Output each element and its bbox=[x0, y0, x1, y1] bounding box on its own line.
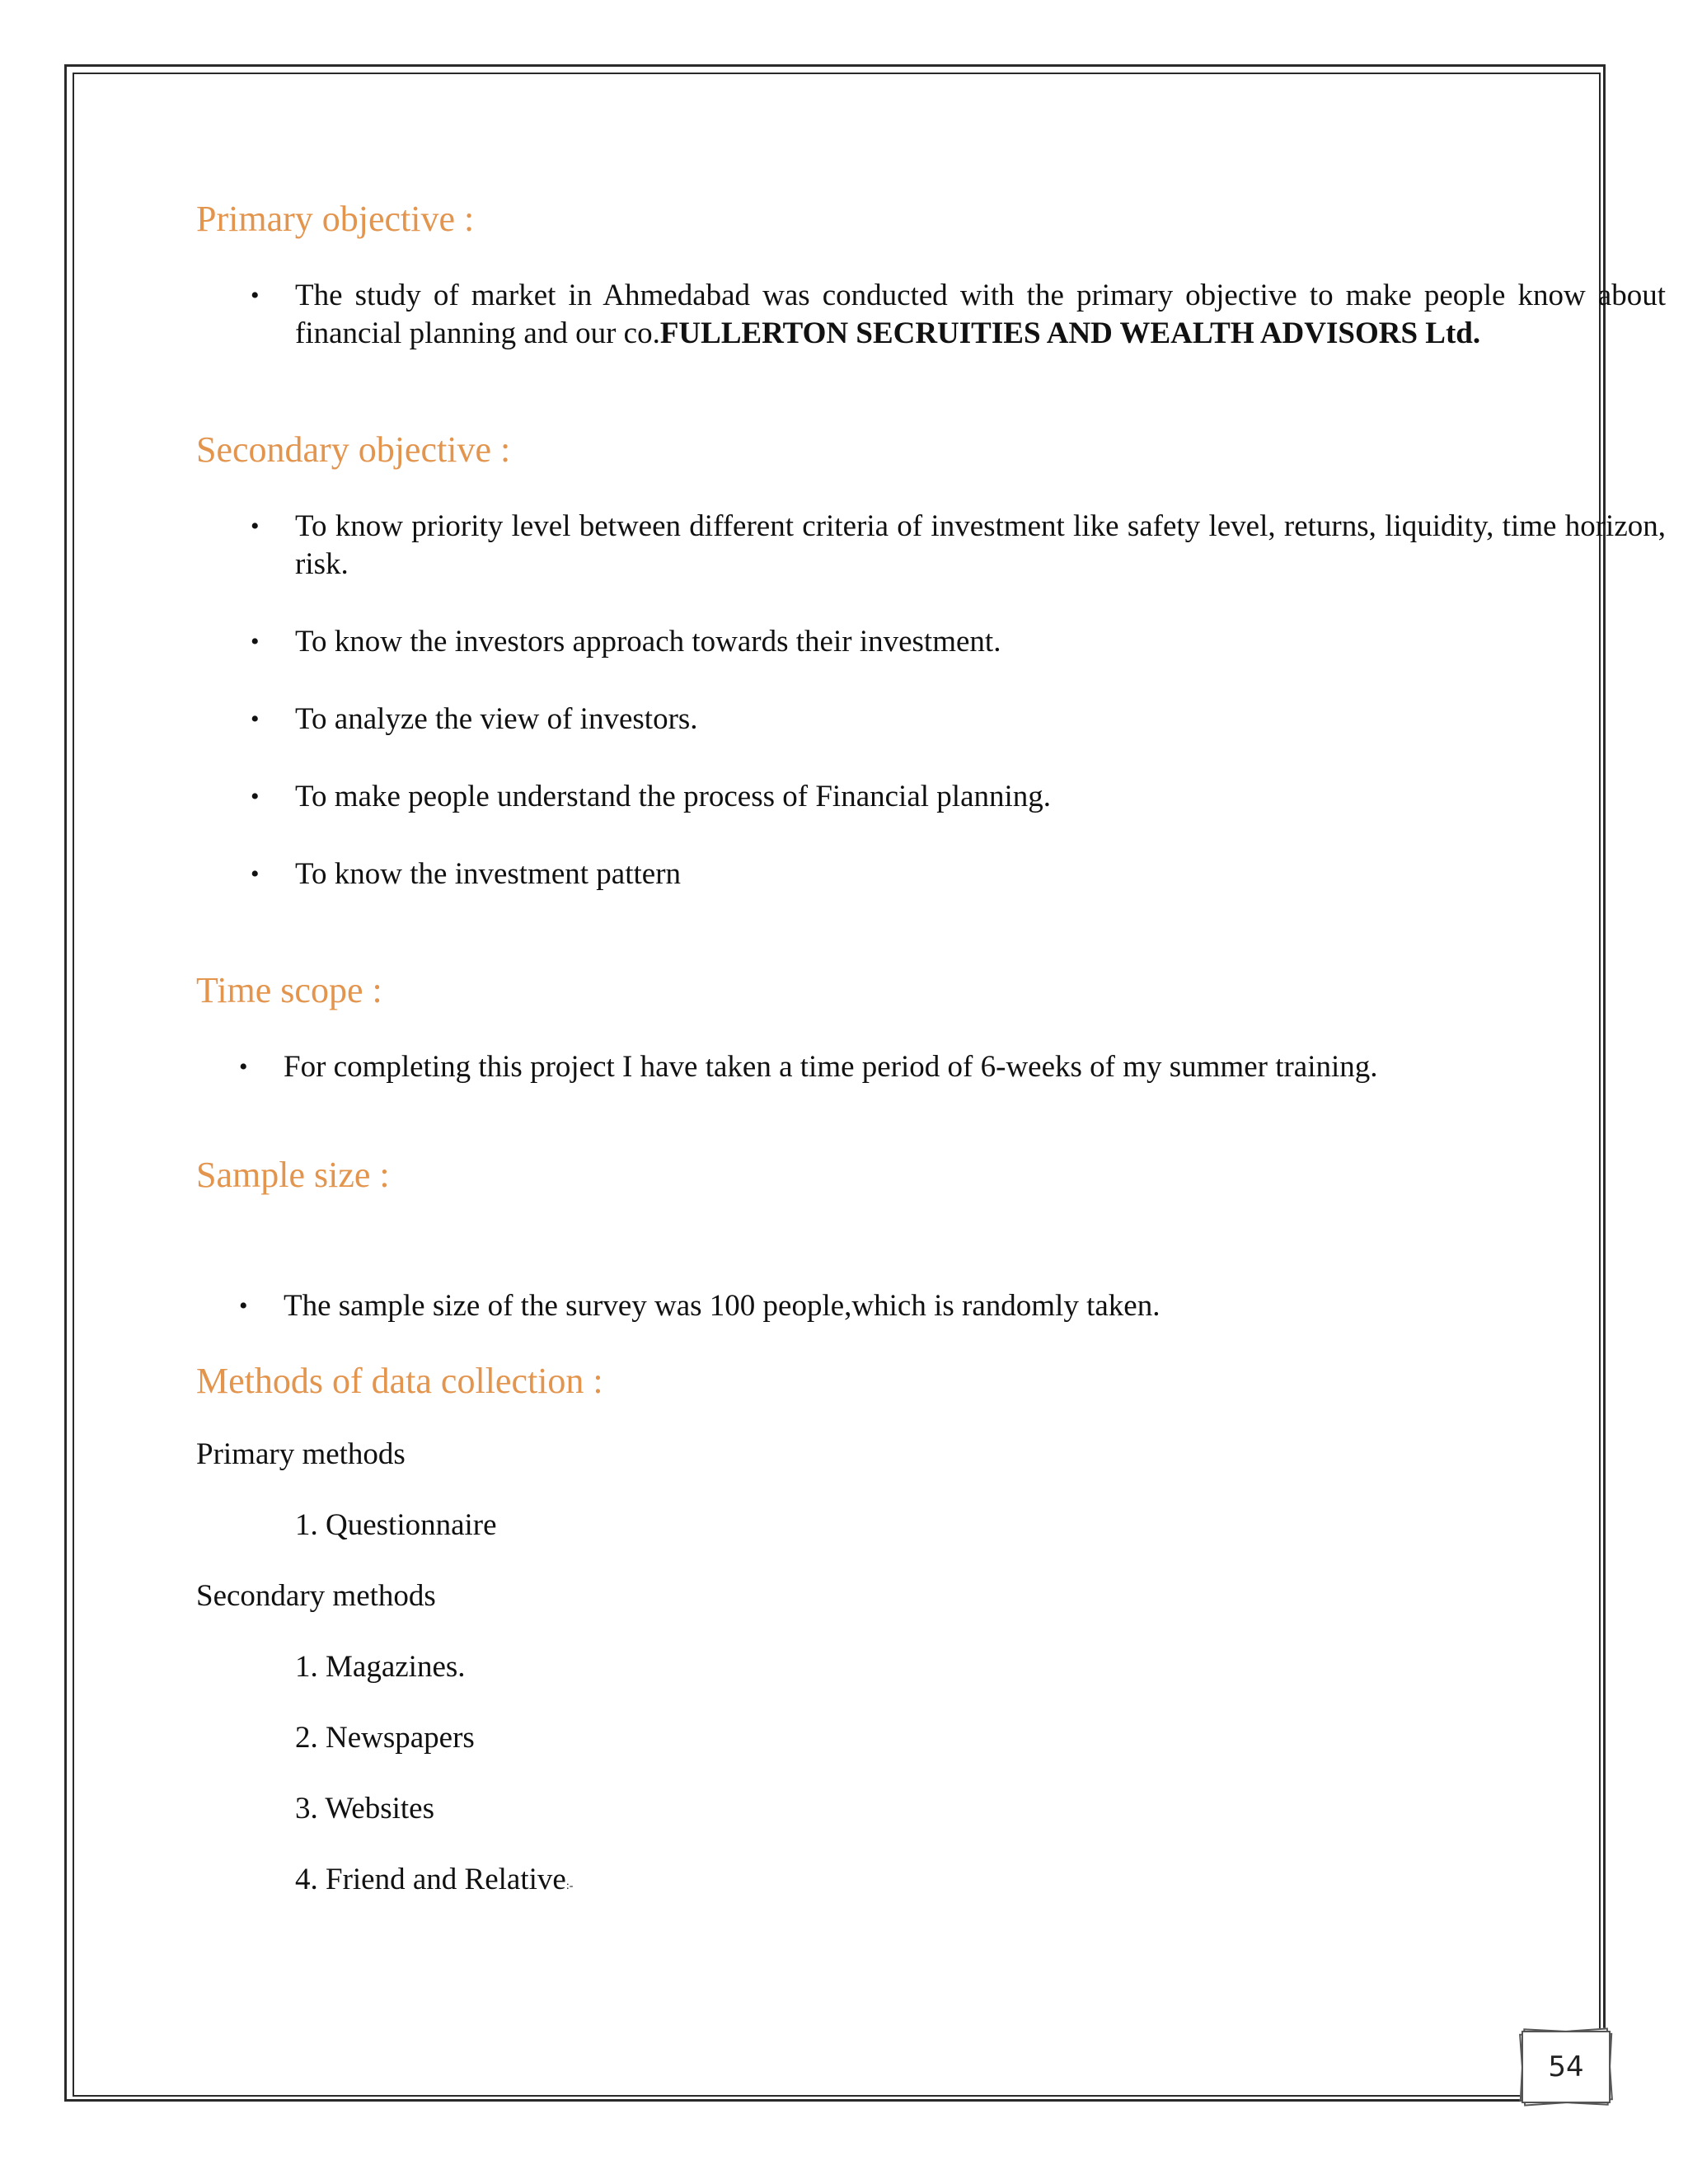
secondary-method-item: 2. Newspapers bbox=[295, 1721, 475, 1755]
page-number-box bbox=[1517, 2026, 1620, 2111]
bullet-icon: • bbox=[239, 1053, 248, 1080]
methods-heading: Methods of data collection : bbox=[196, 1361, 603, 1401]
secondary-methods-label: Secondary methods bbox=[196, 1579, 436, 1613]
bullet-icon: • bbox=[251, 282, 260, 309]
secondary-objective-text: To analyze the view of investors. bbox=[295, 702, 698, 736]
bullet-icon: • bbox=[251, 860, 260, 888]
secondary-objective-bullet bbox=[251, 855, 1666, 893]
secondary-objective-bullet bbox=[251, 778, 1666, 816]
secondary-method-item: 1. Magazines. bbox=[295, 1650, 466, 1684]
secondary-method-item: 3. Websites bbox=[295, 1792, 434, 1825]
trailing-mark: :- bbox=[565, 1880, 574, 1892]
sample-size-heading: Sample size : bbox=[196, 1155, 390, 1195]
secondary-objective-heading: Secondary objective : bbox=[196, 429, 511, 470]
secondary-method-item bbox=[295, 1861, 573, 1905]
secondary-objective-bullet bbox=[251, 508, 1666, 583]
secondary-method-item-text: 4. Friend and Relative bbox=[295, 1863, 566, 1896]
bullet-icon: • bbox=[251, 783, 260, 810]
primary-objective-bullet bbox=[251, 277, 1666, 353]
secondary-objective-bullet bbox=[251, 623, 1666, 661]
bullet-icon: • bbox=[251, 628, 260, 655]
bullet-icon: • bbox=[251, 513, 260, 540]
primary-methods-label: Primary methods bbox=[196, 1437, 406, 1471]
secondary-objective-text: To know the investment pattern bbox=[295, 857, 682, 891]
bullet-icon: • bbox=[239, 1292, 248, 1319]
sample-size-text: The sample size of the survey was 100 people,which is randomly taken. bbox=[284, 1289, 1160, 1323]
secondary-objective-text: To make people understand the process of Financial planning. bbox=[295, 780, 1052, 813]
secondary-objective-text: To know priority level between different criteria of investment like safety level, returns, liquidity, time horizon, risk. bbox=[295, 509, 1666, 581]
primary-method-item: 1. Questionnaire bbox=[295, 1508, 497, 1542]
sample-size-bullet bbox=[239, 1287, 1668, 1325]
secondary-objective-bullet bbox=[251, 701, 1666, 738]
time-scope-bullet bbox=[239, 1048, 1668, 1086]
time-scope-heading: Time scope : bbox=[196, 970, 382, 1010]
bullet-icon: • bbox=[251, 705, 260, 733]
company-name: FULLERTON SECRUITIES AND WEALTH ADVISORS Ltd. bbox=[659, 316, 1481, 350]
secondary-objective-text: To know the investors approach towards their investment. bbox=[295, 625, 1001, 658]
page-number: 54 bbox=[1548, 2050, 1584, 2083]
primary-objective-text: The study of market in Ahmedabad was conducted with the primary objective to make people know about financial planning and our co. bbox=[295, 279, 1666, 350]
primary-objective-heading: Primary objective : bbox=[196, 199, 475, 239]
time-scope-text: For completing this project I have taken a time period of 6-weeks of my summer training. bbox=[284, 1050, 1378, 1084]
